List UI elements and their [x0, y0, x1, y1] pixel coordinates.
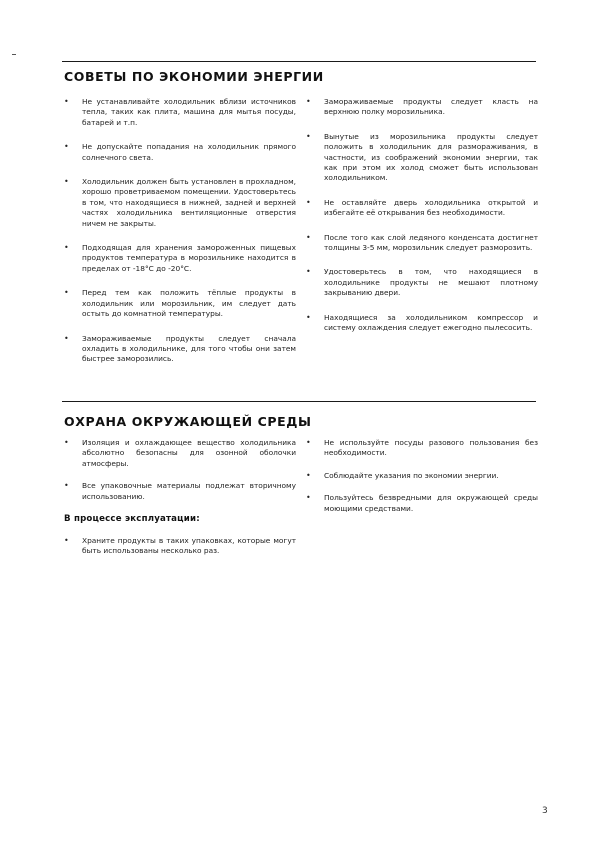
section-top-rule-environment — [62, 401, 536, 402]
list-item — [64, 243, 296, 274]
list-item-text: Изоляция и охлаждающее вещество холодильника абсолютно безопасны для озонной оболочки атмосферы. — [82, 438, 296, 468]
bullet-icon: • — [306, 493, 311, 503]
list-item — [64, 334, 296, 365]
list-item-text: Замораживаемые продукты следует класть на верхнюю полку морозильника. — [324, 97, 538, 117]
bullet-icon: • — [64, 177, 69, 187]
energy-right-list — [306, 97, 538, 334]
list-item — [64, 97, 296, 128]
list-item — [306, 97, 538, 118]
bullet-icon: • — [64, 481, 69, 491]
environment-left-list-after — [64, 536, 296, 557]
list-item — [306, 493, 538, 514]
bullet-icon: • — [306, 131, 311, 141]
energy-left-list — [64, 97, 296, 365]
list-item-text: Холодильник должен быть установлен в прохладном, хорошо проветриваемом помещении. Удостоверьтесь в том, что находящиеся в нижней, задней и верхней частях холодильника вентиляционные отверстия ничем не закрыты. — [82, 177, 296, 228]
list-item-text: Не оставляйте дверь холодильника открытой и избегайте её открывания без необходимости. — [324, 197, 538, 218]
bullet-icon: • — [306, 97, 311, 106]
list-item-text: Храните продукты в таких упаковках, которые могут быть использованы несколько раз. — [82, 536, 296, 556]
bullet-icon: • — [64, 438, 69, 447]
bullet-icon: • — [64, 333, 69, 343]
scan-speck — [12, 54, 16, 55]
list-item-text: Не устанавливайте холодильник вблизи источников тепла, таких как плита, машина для мытья посуды, батарей и т.п. — [82, 97, 296, 127]
list-item — [64, 481, 296, 502]
energy-section-title: СОВЕТЫ ПО ЭКОНОМИИ ЭНЕРГИИ — [64, 69, 324, 84]
list-item-text: Вынутые из морозильника продукты следует положить в холодильник для размораживания, в частности, из соображений экономии энергии, так как при этом их холод сможет быть использован холодильником. — [324, 131, 538, 183]
list-item — [306, 233, 538, 254]
list-item — [306, 313, 538, 334]
bullet-icon: • — [306, 232, 311, 242]
list-item-text: Все упаковочные материалы подлежат вторичному использованию. — [82, 481, 296, 501]
energy-left-column — [64, 97, 296, 379]
usage-subheading: В процессе эксплуатации: — [64, 514, 200, 525]
bullet-icon: • — [306, 438, 311, 447]
list-item — [64, 142, 296, 163]
list-item — [64, 438, 296, 469]
page-number: 3 — [542, 806, 548, 816]
environment-section-title: ОХРАНА ОКРУЖАЮЩЕЙ СРЕДЫ — [64, 414, 312, 429]
bullet-icon: • — [306, 470, 311, 480]
list-item-text: Находящиеся за холодильником компрессор и систему охлаждения следует ежегодно пылесосить. — [324, 312, 538, 333]
bullet-icon: • — [306, 312, 311, 322]
bullet-icon: • — [64, 536, 69, 546]
list-item — [306, 438, 538, 459]
list-item-text: Пользуйтесь безвредными для окружающей среды моющими средствами. — [324, 493, 538, 513]
bullet-icon: • — [64, 97, 69, 106]
list-item-text: Удостоверьтесь в том, что находящиеся в холодильнике продукты не мешают плотному закрыванию двери. — [324, 267, 538, 298]
list-item — [306, 471, 538, 481]
bullet-icon: • — [64, 288, 69, 298]
environment-right-column — [306, 438, 538, 526]
list-item-text: Соблюдайте указания по экономии энергии. — [324, 470, 499, 480]
bullet-icon: • — [64, 142, 69, 152]
list-item-text: Не используйте посуды разового пользования без необходимости. — [324, 438, 538, 458]
bullet-icon: • — [306, 267, 311, 277]
list-item — [306, 132, 538, 184]
list-item-text: Замораживаемые продукты следует сначала охладить в холодильнике, для того чтобы они затем быстрее заморозились. — [82, 333, 296, 364]
list-item — [64, 288, 296, 319]
list-item — [64, 536, 296, 557]
list-item — [306, 198, 538, 219]
environment-left-list — [64, 438, 296, 502]
list-item-text: Перед тем как положить тёплые продукты в холодильник или морозильник, им следует дать остыть до комнатной температуры. — [82, 288, 296, 319]
list-item-text: Не допускайте попадания на холодильник прямого солнечного света. — [82, 142, 296, 162]
list-item — [306, 267, 538, 298]
list-item-text: После того как слой ледяного конденсата достигнет толщины 3-5 мм, морозильник следует разморозить. — [324, 232, 538, 253]
list-item — [64, 177, 296, 229]
environment-right-list — [306, 438, 538, 514]
list-item-text: Подходящая для хранения замороженных пищевых продуктов температура в морозильнике находится в пределах от -18°С до -20°С. — [82, 243, 296, 273]
energy-right-column — [306, 97, 538, 348]
section-top-rule-energy — [62, 61, 536, 62]
bullet-icon: • — [306, 197, 311, 207]
bullet-icon: • — [64, 243, 69, 253]
environment-left-column — [64, 438, 296, 569]
